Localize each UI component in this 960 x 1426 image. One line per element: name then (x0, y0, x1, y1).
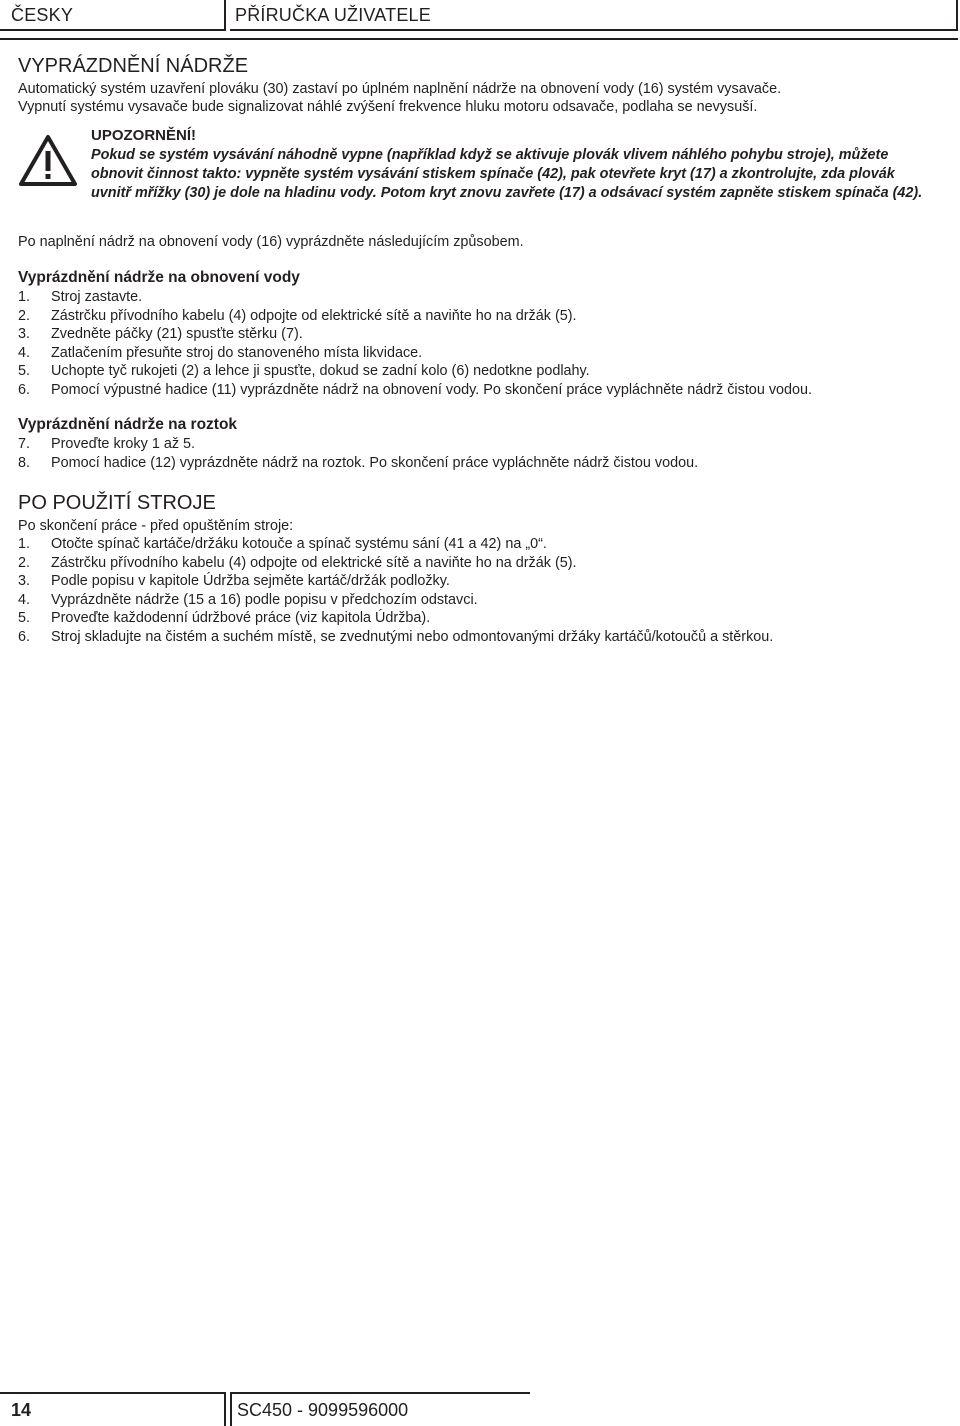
list-item-number: 3. (18, 573, 31, 589)
list-item (18, 362, 948, 381)
list-item-text: Uchopte tyč rukojeti (2) a lehce ji spusťte, dokud se zadní kolo (6) nedotkne podlahy. (51, 363, 590, 379)
intro-line-1: Automatický systém uzavření plováku (30) zastaví po úplném naplnění nádrže na obnovení vody (16) systém vysavače. (18, 81, 782, 97)
list-item-text: Zvedněte páčky (21) spusťte stěrku (7). (51, 326, 303, 342)
list-item-text: Podle popisu v kapitole Údržba sejměte kartáč/držák podložky. (51, 573, 450, 589)
list-item-number: 1. (18, 536, 31, 552)
after-use-steps (18, 535, 948, 646)
list-item-number: 7. (18, 436, 31, 452)
warning-triangle-icon (18, 134, 78, 188)
solution-tank-steps (18, 435, 948, 472)
header-language: ČESKY (11, 5, 74, 25)
list-item (18, 628, 948, 647)
list-item-number: 6. (18, 628, 31, 645)
after-warning-text: Po naplnění nádrž na obnovení vody (16) vyprázdněte následujícím způsobem. (18, 234, 524, 250)
intro-line-2: Vypnutí systému vysavače bude signalizovat náhlé zvýšení frekvence hluku motoru odsavače, podlaha se nevysuší. (18, 99, 758, 115)
subsection-title-solution-tank: Vyprázdnění nádrže na roztok (18, 416, 238, 433)
list-item (18, 435, 948, 454)
list-item-text: Stroj skladujte na čistém a suchém místě, se zvednutými nebo odmontovanými držáky kartáčů/kotoučů a stěrkou. (51, 628, 774, 645)
list-item (18, 554, 948, 573)
list-item-text: Stroj zastavte. (51, 289, 143, 305)
warning-text: Pokud se systém vysávání náhodně vypne (například když se aktivuje plovák vlivem náhlého pohybu stroje), můžete obnovit činnost takto: vypněte systém vysávání stiskem spínače (42), pak otevřete kryt (17) a zkontrolujte, zda plovák uvnitř mřížky (30) je dole na hladinu vody. Potom kryt znovu zavřete (17) a odsávací systém zapněte stiskem spínača (42). (91, 147, 923, 201)
after-use-intro: Po skončení práce - před opuštěním stroje: (18, 518, 294, 534)
list-item-number: 3. (18, 326, 31, 342)
list-item-text: Pomocí výpustné hadice (11) vyprázdněte nádrž na obnovení vody. Po skončení práce vypláchněte nádrž čistou vodou. (51, 381, 813, 398)
list-item-number: 5. (18, 610, 31, 626)
list-item-text: Pomocí hadice (12) vyprázdněte nádrž na roztok. Po skončení práce vypláchněte nádrž čistou vodou. (51, 454, 699, 471)
page-content (18, 50, 948, 646)
footer-model-box (230, 1392, 530, 1426)
footer-page-box (0, 1392, 226, 1426)
list-item-number: 4. (18, 344, 31, 361)
list-item-number: 2. (18, 307, 31, 324)
list-item-text: Zatlačením přesuňte stroj do stanoveného místa likvidace. (51, 344, 423, 361)
section-title-emptying-tanks: VYPRÁZDNĚNÍ NÁDRŽE (18, 55, 249, 77)
list-item-text: Vyprázdněte nádrže (15 a 16) podle popisu v předchozím odstavci. (51, 591, 478, 608)
list-item-number: 6. (18, 381, 31, 398)
page-number: 14 (11, 1400, 32, 1420)
list-item (18, 381, 948, 400)
header-manual-title: PŘÍRUČKA UŽIVATELE (235, 5, 431, 25)
list-item (18, 535, 948, 554)
header-title-box (230, 0, 958, 31)
list-item (18, 307, 948, 326)
list-item (18, 344, 948, 363)
list-item-number: 5. (18, 363, 31, 379)
model-number: SC450 - 9099596000 (237, 1400, 409, 1420)
list-item (18, 454, 948, 473)
warning-title: UPOZORNĚNÍ! (91, 127, 196, 144)
list-item (18, 572, 948, 591)
list-item-number: 1. (18, 289, 31, 305)
list-item (18, 591, 948, 610)
list-item-text: Proveďte kroky 1 až 5. (51, 436, 196, 452)
list-item (18, 609, 948, 628)
list-item-text: Otočte spínač kartáče/držáku kotouče a spínač systému sání (41 a 42) na „0“. (51, 536, 547, 552)
header-divider (0, 38, 958, 40)
warning-block (18, 126, 948, 226)
list-item (18, 325, 948, 344)
list-item-text: Zástrčku přívodního kabelu (4) odpojte od elektrické sítě a naviňte ho na držák (5). (51, 554, 577, 571)
list-item (18, 288, 948, 307)
subsection-title-recovery-tank: Vyprázdnění nádrže na obnovení vody (18, 269, 300, 286)
list-item-text: Zástrčku přívodního kabelu (4) odpojte od elektrické sítě a naviňte ho na držák (5). (51, 307, 577, 324)
recovery-tank-steps (18, 288, 948, 399)
list-item-text: Proveďte každodenní údržbové práce (viz kapitola Údržba). (51, 610, 431, 626)
header-language-box (0, 0, 226, 31)
section-title-after-use: PO POUŽITÍ STROJE (18, 492, 216, 514)
list-item-number: 2. (18, 554, 31, 571)
list-item-number: 8. (18, 454, 31, 471)
list-item-number: 4. (18, 591, 31, 608)
